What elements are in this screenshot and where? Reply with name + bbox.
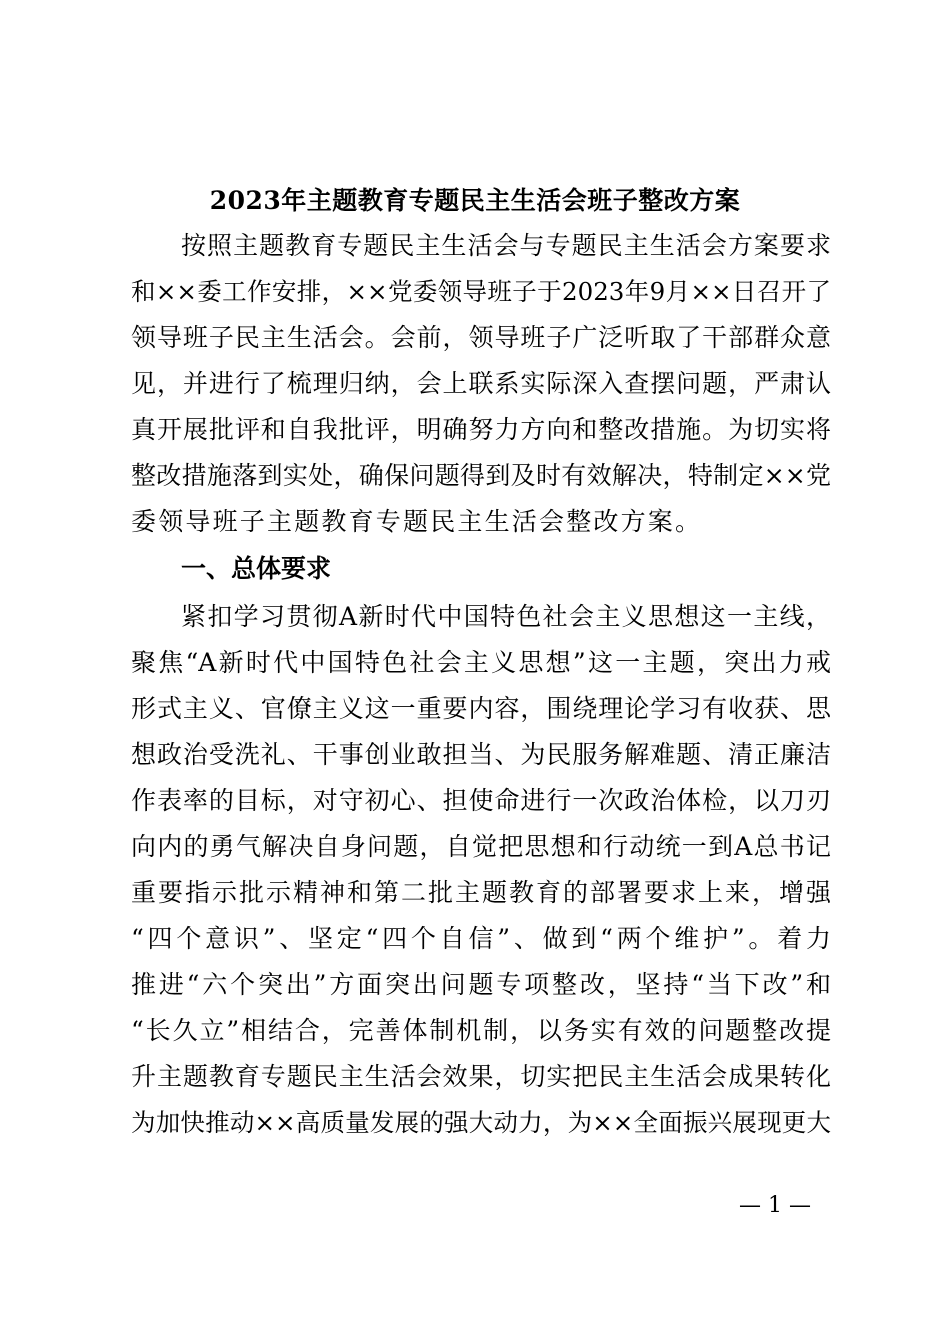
paragraph-line: 想政治受洗礼、干事创业敢担当、为民服务解难题、清正廉洁 (131, 740, 831, 769)
paragraph-line: 向内的勇气解决自身问题，自觉把思想和行动统一到A总书记 (131, 832, 831, 861)
paragraph-line: “长久立”相结合，完善体制机制，以务实有效的问题整改提 (131, 1016, 831, 1045)
paragraph-line: 重要指示批示精神和第二批主题教育的部署要求上来，增强 (131, 878, 831, 907)
paragraph-line: 和××委工作安排，××党委领导班子于2023年9月××日召开了 (131, 277, 831, 306)
paragraph-line: 领导班子民主生活会。会前，领导班子广泛听取了干部群众意 (131, 323, 831, 352)
paragraph-line: 见，并进行了梳理归纳，会上联系实际深入查摆问题，严肃认 (131, 369, 831, 398)
paragraph-line: 委领导班子主题教育专题民主生活会整改方案。 (131, 507, 703, 536)
page-number: — 1 — (739, 1193, 811, 1218)
paragraph-line: 真开展批评和自我批评，明确努力方向和整改措施。为切实将 (131, 415, 831, 444)
paragraph-line: 作表率的目标，对守初心、担使命进行一次政治体检，以刀刃 (131, 786, 831, 815)
document-title: 2023年主题教育专题民主生活会班子整改方案 (209, 186, 741, 215)
paragraph-line: 按照主题教育专题民主生活会与专题民主生活会方案要求 (181, 231, 831, 260)
paragraph-line: 聚焦“A新时代中国特色社会主义思想”这一主题，突出力戒 (131, 648, 831, 677)
paragraph-line: 整改措施落到实处，确保问题得到及时有效解决，特制定××党 (131, 461, 831, 490)
paragraph-line: 为加快推动××高质量发展的强大动力，为××全面振兴展现更大 (131, 1108, 831, 1137)
section-heading: 一、总体要求 (181, 554, 332, 583)
paragraph-line: 推进“六个突出”方面突出问题专项整改，坚持“当下改”和 (131, 970, 831, 999)
paragraph-line: “四个意识”、坚定“四个自信”、做到“两个维护”。着力 (131, 924, 831, 953)
paragraph-line: 紧扣学习贯彻A新时代中国特色社会主义思想这一主线， (181, 602, 831, 631)
paragraph-line: 升主题教育专题民主生活会效果，切实把民主生活会成果转化 (131, 1062, 831, 1091)
paragraph-line: 形式主义、官僚主义这一重要内容，围绕理论学习有收获、思 (131, 694, 831, 723)
